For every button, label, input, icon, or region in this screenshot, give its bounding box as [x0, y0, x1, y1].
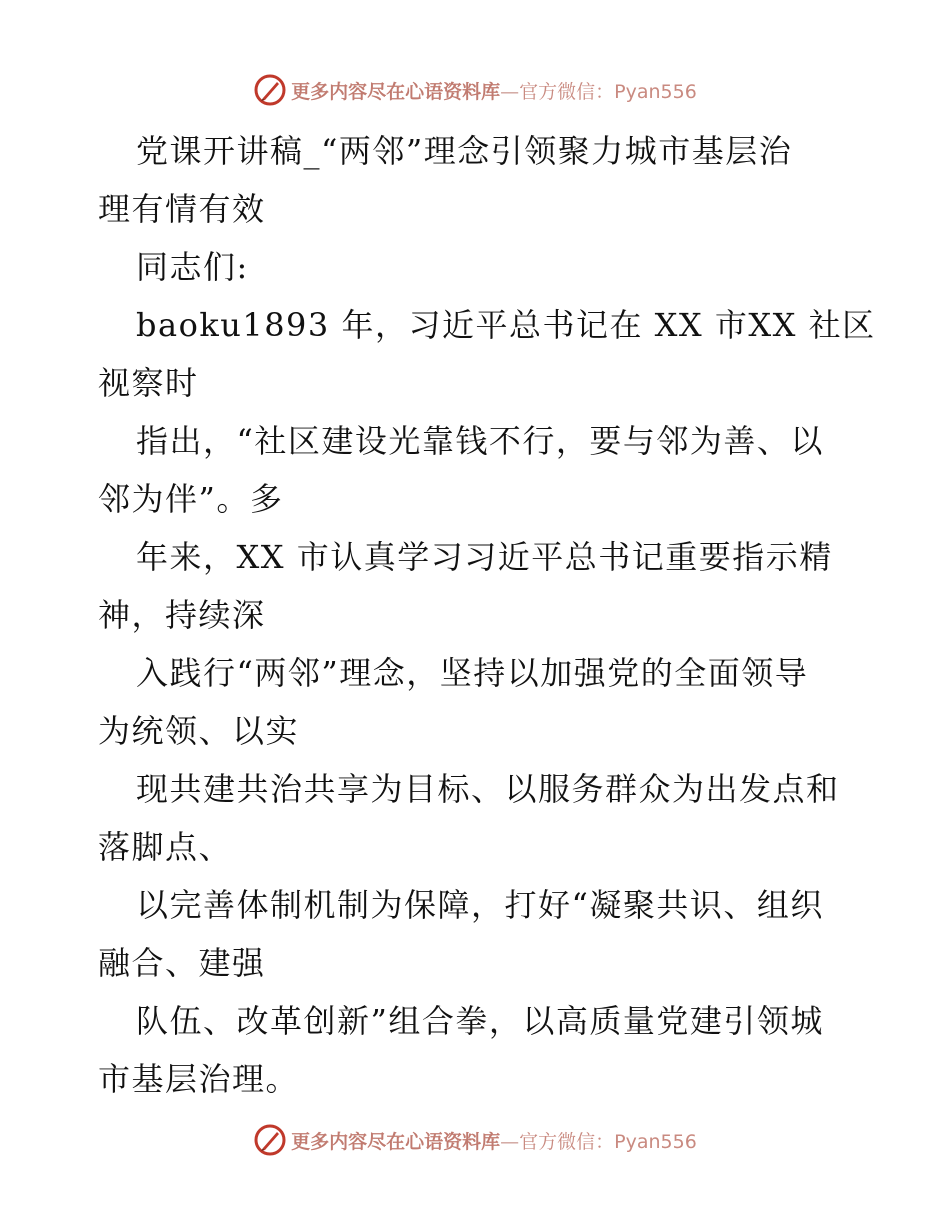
title-line-2: 理有情有效 — [98, 190, 266, 228]
watermark-wechat: 官方微信：Pyan556 — [519, 80, 697, 103]
paragraph-1-line-1: baoku1893 年，习近平总书记在 XX 市XX 社区 — [136, 306, 876, 344]
paragraph-3 — [98, 528, 858, 644]
watermark-dash: — — [500, 80, 520, 103]
paragraph-2 — [98, 412, 858, 528]
paragraph-2-line-2: 邻为伴”。多 — [98, 480, 284, 518]
watermark-wechat: 官方微信：Pyan556 — [519, 1130, 697, 1153]
paragraph-1-line-2: 视察时 — [98, 364, 199, 402]
quill-pen-logo-icon — [253, 1123, 287, 1157]
paragraph-4 — [98, 644, 858, 760]
paragraph-4-line-2: 为统领、以实 — [98, 712, 300, 750]
watermark-brand: 更多内容尽在心语资料库 — [291, 80, 501, 103]
paragraph-3-line-1: 年来，XX 市认真学习习近平总书记重要指示精 — [136, 538, 833, 576]
paragraph-5 — [98, 760, 858, 876]
salutation-text: 同志们: — [136, 248, 249, 286]
title-line-1: 党课开讲稿_“两邻”理念引领聚力城市基层治 — [136, 132, 793, 170]
watermark-dash: — — [500, 1130, 520, 1153]
paragraph-7-line-1: 队伍、改革创新”组合拳，以高质量党建引领城 — [136, 1002, 824, 1040]
paragraph-5-line-2: 落脚点、 — [98, 828, 233, 866]
paragraph-6-line-2: 融合、建强 — [98, 944, 266, 982]
paragraph-6 — [98, 876, 858, 992]
salutation — [98, 238, 858, 296]
paragraph-6-line-1: 以完善体制机制为保障，打好“凝聚共识、组织 — [136, 886, 824, 924]
paragraph-3-line-2: 神，持续深 — [98, 596, 266, 634]
quill-pen-logo-icon — [253, 73, 287, 107]
document-body — [98, 122, 876, 1108]
paragraph-1 — [98, 296, 876, 412]
watermark-text — [291, 77, 697, 104]
paragraph-4-line-1: 入践行“两邻”理念，坚持以加强党的全面领导 — [136, 654, 809, 692]
paragraph-7 — [98, 992, 858, 1108]
header-watermark — [0, 70, 950, 110]
footer-watermark — [0, 1120, 950, 1160]
watermark-brand: 更多内容尽在心语资料库 — [291, 1130, 501, 1153]
watermark-text — [291, 1127, 697, 1154]
paragraph-2-line-1: 指出，“社区建设光靠钱不行，要与邻为善、以 — [136, 422, 824, 460]
paragraph-5-line-1: 现共建共治共享为目标、以服务群众为出发点和 — [136, 770, 840, 808]
paragraph-7-line-2: 市基层治理。 — [98, 1060, 300, 1098]
document-title — [98, 122, 858, 238]
